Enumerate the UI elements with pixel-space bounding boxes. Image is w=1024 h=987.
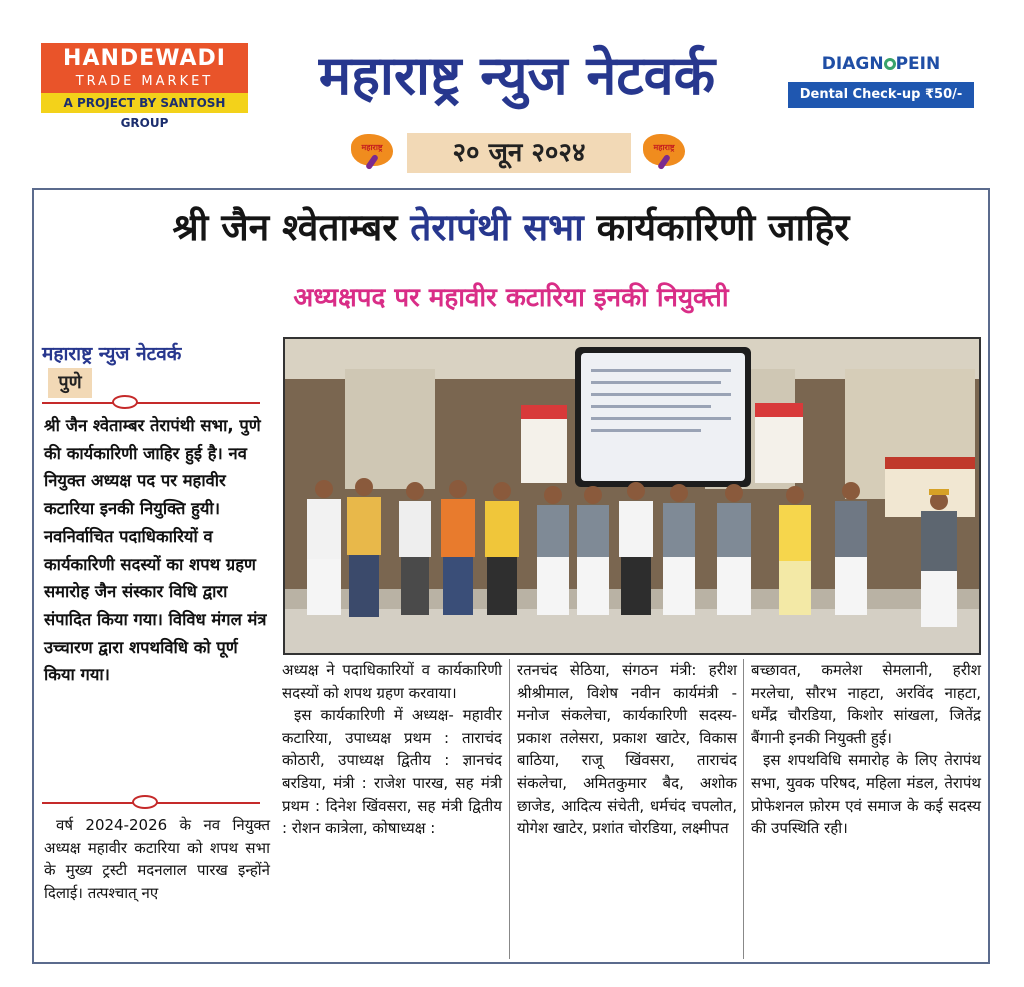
lead-paragraph: श्री जैन श्वेताम्बर तेरापंथी सभा, पुणे की कार्यकारिणी जाहिर हुई है। नव नियुक्त अध्यक्ष पद पर महावीर कटारिया इनकी नियुक्ति हुयी। नवनिर्वाचित पदाधिकारियों व कार्यकारिणी सदस्यों का शपथ ग्रहण समारोह जैन संस्कार विधि द्वारा संपादित किया गया। विविध मंगल मंत्र उच्चारण द्वारा शपथविधि को पूर्ण किया गया।	[44, 416, 267, 685]
col3-paragraph-1: बच्छावत, कमलेश सेमलानी, हरीश मरलेचा, सौरभ नाहटा, अरविंद नाहटा, धर्मेंद्र चौरडिया, किशोर सांखला, जितेंद्र बैंगानी इनकी नियुक्ती हुई।	[751, 661, 981, 747]
column-2	[517, 659, 737, 840]
handewadi-ad	[41, 43, 248, 130]
diagnopein-ad	[788, 50, 974, 108]
diagnopein-logo: DIAGN PEIN	[821, 54, 941, 74]
ornament-icon	[132, 795, 158, 809]
issue-date: २० जून २०२४	[407, 133, 631, 173]
byline: महाराष्ट्र न्युज नेटवर्क	[42, 343, 182, 365]
ad-left-line3: A PROJECT BY SANTOSH GROUP	[41, 93, 248, 113]
col1-paragraph-2: इस कार्यकारिणी में अध्यक्ष- महावीर कटारिया, उपाध्यक्ष प्रथम : ताराचंद कोठारी, उपाध्यक्ष द्वितीय : ज्ञानचंद बरडिया, मंत्री : राजेश पारख, सह मंत्री प्रथम : दिनेश खिंवसरा, सह मंत्री द्वितीय : रोशन कात्रेला, कोषाध्यक्ष :	[282, 706, 502, 838]
column-rule-1	[509, 659, 510, 959]
ad-left-line2: TRADE MARKET	[75, 74, 214, 89]
col1-paragraph-1: अध्यक्ष ने पदाधिकारियों व कार्यकारिणी सदस्यों को शपथ ग्रहण करवाया।	[282, 661, 502, 702]
column-1	[282, 659, 502, 840]
masthead-title: महाराष्ट्र न्युज नेटवर्क	[318, 44, 716, 107]
maharashtra-mic-logo-left	[345, 132, 399, 172]
headline: श्री जैन श्वेताम्बर तेरापंथी सभा कार्यकारिणी जाहिर	[172, 206, 850, 249]
ornament-icon	[112, 395, 138, 409]
col2-paragraph-1: रतनचंद सेठिया, संगठन मंत्री: हरीश श्रीश्रीमाल, विशेष नवीन कार्यमंत्री - मनोज संकलेचा, कार्यकारिणी सदस्य- प्रकाश तलेसरा, प्रकाश खाटेर, विकास बाठिया, राजू खिंवसरा, ताराचंद संकलेचा, अमितकुमार बैद, अशोक छाजेड, आदित्य संचेती, धर्मचंद चपलोत, योगेश खाटेर, प्रशांत चोरडिया, लक्ष्मीपत	[517, 661, 737, 838]
dateline-city: पुणे	[48, 368, 92, 398]
column-3	[751, 659, 981, 840]
paragraph-side: वर्ष 2024-2026 के नव नियुक्त अध्यक्ष महावीर कटारिया को शपथ सभा के मुख्य ट्रस्टी मदनलाल पारख इन्होंने दिलाई। तत्पश्चात् नए	[44, 816, 270, 902]
subheadline: अध्यक्षपद पर महावीर कटारिया इनकी नियुक्ती	[293, 283, 729, 313]
badge-text-right: महाराष्ट्र	[653, 143, 675, 152]
ceremony-photo	[283, 337, 981, 655]
column-rule-2	[743, 659, 744, 959]
col3-paragraph-2: इस शपथविधि समारोह के लिए तेरापंथ सभा, युवक परिषद, महिला मंडल, तेरापंथ प्रोफेशनल फ़ोरम एवं समाज के कई सदस्य की उपस्थिति रही।	[751, 751, 981, 838]
badge-text-left: महाराष्ट्र	[361, 143, 383, 152]
article-frame	[32, 188, 990, 964]
maharashtra-mic-logo-right	[637, 132, 691, 172]
tooth-ring-icon	[884, 58, 896, 70]
ceremony-photo-illustration	[285, 339, 981, 655]
dental-offer: Dental Check-up ₹50/-	[788, 82, 974, 108]
divider-top	[42, 402, 260, 404]
ad-left-line1: HANDEWADI	[63, 46, 226, 71]
divider-bottom	[42, 802, 260, 804]
